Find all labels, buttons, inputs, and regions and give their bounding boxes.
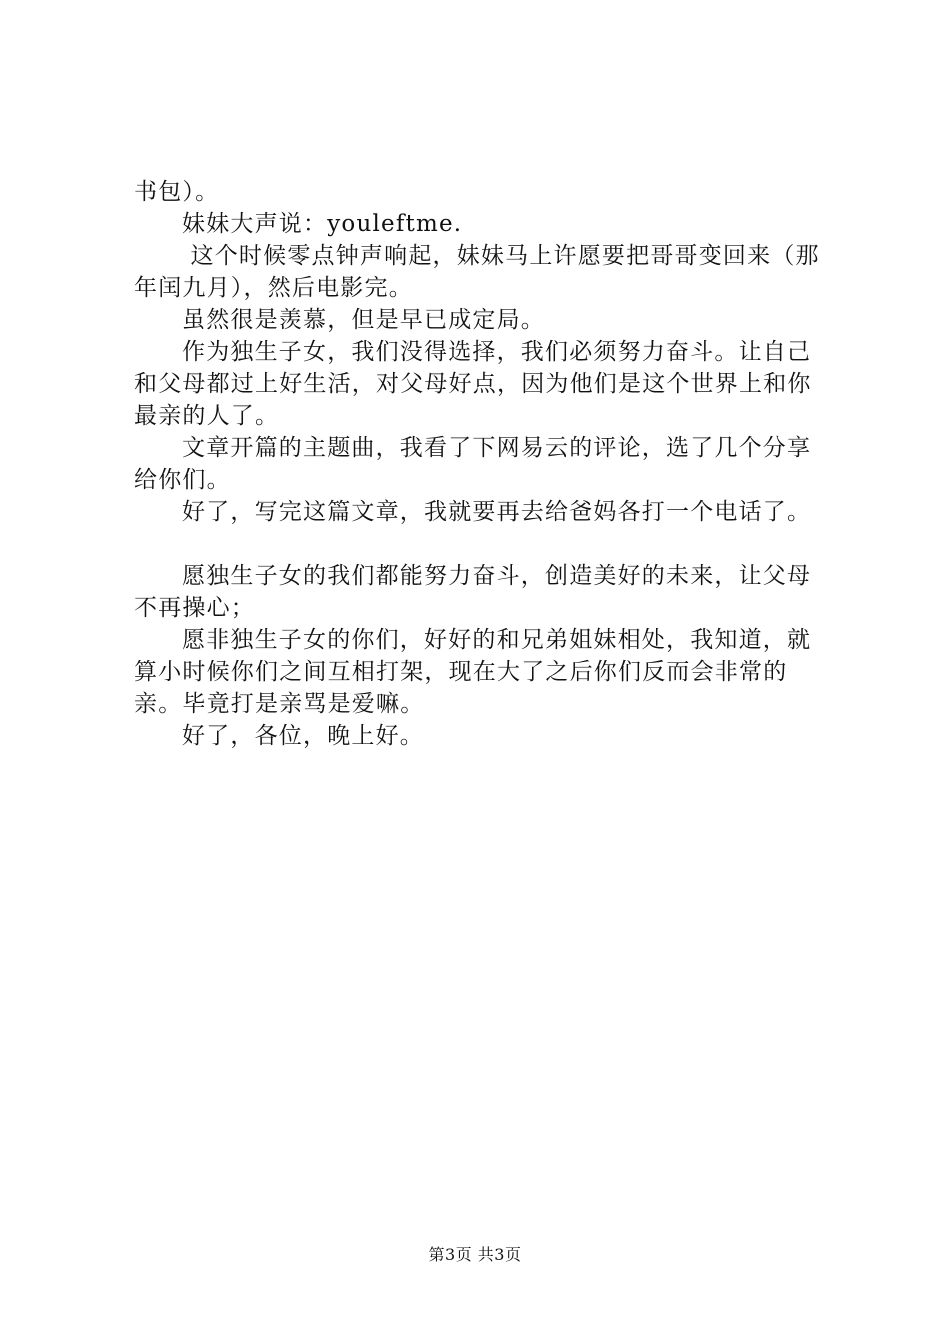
paragraph: 虽然很是羡慕，但是早已成定局。	[182, 307, 545, 333]
blank-line	[134, 528, 834, 560]
page-footer: 第3页 共3页	[428, 1245, 522, 1264]
paragraph: 妹妹大声说：youleftme.	[182, 211, 463, 237]
paragraph-continuation: 书包）。	[134, 179, 220, 205]
paragraph: 文章开篇的主题曲，我看了下网易云的评论，选了几个分享给你们。	[134, 435, 812, 493]
paragraph: 好了，各位，晚上好。	[182, 723, 424, 749]
document-body	[134, 176, 834, 752]
paragraph: 愿非独生子女的你们，好好的和兄弟姐妹相处，我知道，就算小时候你们之间互相打架，现在大了之后你们反而会非常的亲。毕竟打是亲骂是爱嘛。	[134, 627, 812, 717]
paragraph: 作为独生子女，我们没得选择，我们必须努力奋斗。让自己和父母都过上好生活，对父母好点，因为他们是这个世界上和你最亲的人了。	[134, 339, 812, 429]
paragraph: 这个时候零点钟声响起，妹妹马上许愿要把哥哥变回来（那年闰九月），然后电影完。	[134, 243, 820, 301]
paragraph: 好了，写完这篇文章，我就要再去给爸妈各打一个电话了。	[182, 499, 812, 525]
paragraph: 愿独生子女的我们都能努力奋斗，创造美好的未来，让父母不再操心；	[134, 563, 812, 621]
